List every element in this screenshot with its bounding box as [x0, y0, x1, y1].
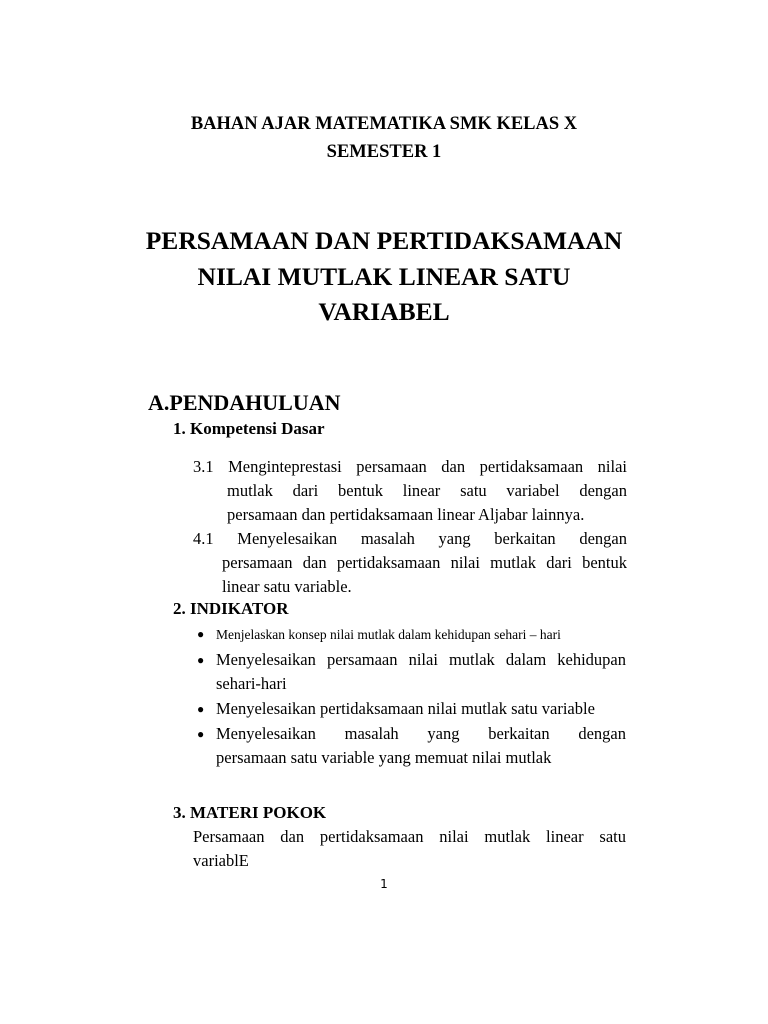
indikator-item-2-line-2: sehari-hari	[216, 674, 287, 693]
bullet-icon: ●	[197, 627, 205, 641]
bullet-icon: ●	[197, 653, 205, 667]
kompetensi-item-2-line-1: 4.1 Menyelesaikan masalah yang berkaitan dengan	[193, 529, 627, 548]
indikator-item-3-line-1: Menyelesaikan pertidaksamaan nilai mutlak satu variable	[216, 699, 595, 718]
title-line-2: NILAI MUTLAK LINEAR SATU	[197, 262, 571, 291]
materi-heading: 3. MATERI POKOK	[173, 803, 327, 822]
indikator-item-4-line-1: Menyelesaikan masalah yang berkaitan dengan	[216, 724, 626, 743]
kompetensi-item-1-line-2: mutlak dari bentuk linear satu variabel dengan	[227, 481, 627, 500]
kompetensi-heading: 1. Kompetensi Dasar	[173, 419, 325, 438]
header-line-2: SEMESTER 1	[326, 142, 442, 162]
kompetensi-item-1-line-3: persamaan dan pertidaksamaan linear Aljabar lainnya.	[227, 505, 585, 524]
indikator-heading: 2. INDIKATOR	[173, 599, 289, 618]
kompetensi-item-2-line-2: persamaan dan pertidaksamaan nilai mutlak dari bentuk	[222, 553, 627, 572]
title-line-3: VARIABEL	[318, 297, 450, 326]
kompetensi-item-1-line-1: 3.1 Menginteprestasi persamaan dan pertidaksamaan nilai	[193, 457, 627, 476]
section-heading: A.PENDAHULUAN	[148, 390, 341, 415]
header-line-1: BAHAN AJAR MATEMATIKA SMK KELAS X	[190, 114, 578, 134]
indikator-item-1-line-1: Menjelaskan konsep nilai mutlak dalam kehidupan sehari – hari	[216, 627, 561, 642]
bullet-icon: ●	[197, 727, 205, 741]
materi-line-1: Persamaan dan pertidaksamaan nilai mutlak linear satu	[193, 827, 626, 846]
bullet-icon: ●	[197, 702, 205, 716]
indikator-item-4-line-2: persamaan satu variable yang memuat nilai mutlak	[216, 748, 552, 767]
title-line-1: PERSAMAAN DAN PERTIDAKSAMAAN	[145, 226, 623, 255]
indikator-item-2-line-1: Menyelesaikan persamaan nilai mutlak dalam kehidupan	[216, 650, 626, 669]
materi-line-2: variablE	[193, 851, 249, 870]
page-number: 1	[380, 877, 388, 891]
kompetensi-item-2-line-3: linear satu variable.	[222, 577, 352, 596]
